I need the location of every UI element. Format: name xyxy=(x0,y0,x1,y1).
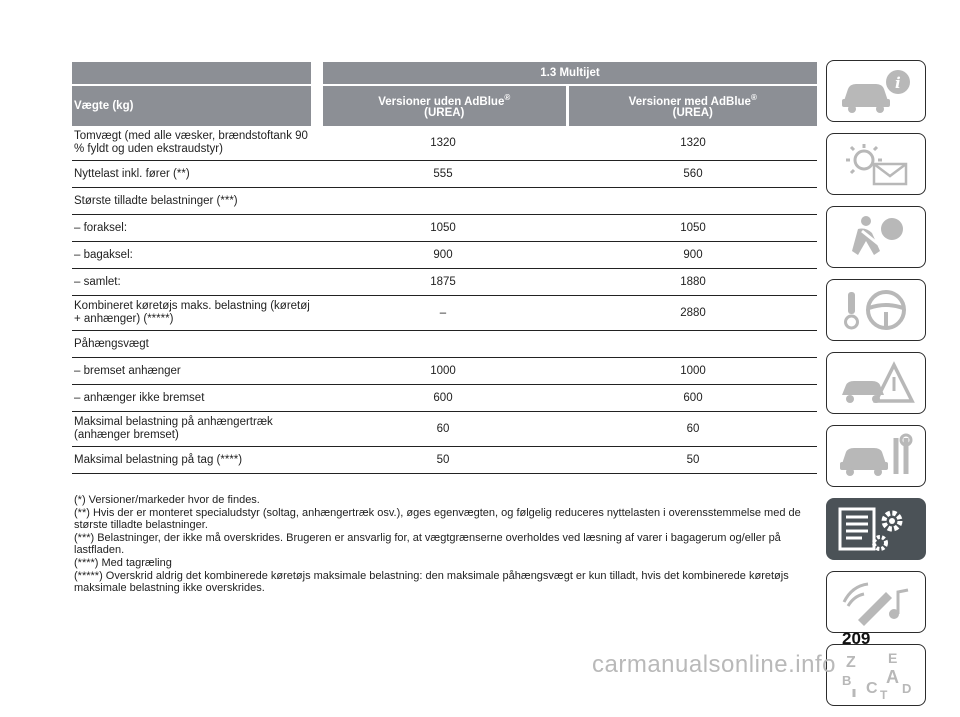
value-without-adblue: 1050 xyxy=(317,215,567,242)
value-without-adblue: 60 xyxy=(317,412,567,447)
footnote: (***) Belastninger, der ikke må overskrides. Brugeren er ansvarlig for, at vægtgrænserne overholdes ved læsning af varer i bagagerum og/eller på lastfladen. xyxy=(74,531,781,557)
value-with-adblue: 1050 xyxy=(567,215,817,242)
row-label: – foraksel: xyxy=(72,215,317,242)
with-adblue-header: Versioner med AdBlue® (UREA) xyxy=(567,85,817,126)
table-header-row xyxy=(72,85,817,126)
airbag-safety-icon xyxy=(836,211,916,263)
row-label: Maksimal belastning på anhængertræk (anhænger bremset) xyxy=(72,412,317,447)
value-with-adblue: 2880 xyxy=(567,296,817,331)
svg-text:E: E xyxy=(888,650,898,666)
value-with-adblue: 560 xyxy=(567,161,817,188)
value-without-adblue: 1875 xyxy=(317,269,567,296)
row-label: – anhænger ikke bremset xyxy=(72,385,317,412)
value-with-adblue: 1880 xyxy=(567,269,817,296)
footnote: (**) Hvis der er monteret specialudstyr (soltag, anhængertræk osv.), øges egenvægten, og følgelig reduceres nyttelasten i overensstemmelse med de største tilladte belastninger. xyxy=(74,506,801,532)
table-row xyxy=(72,161,817,188)
value-with-adblue: 60 xyxy=(567,412,817,447)
car-service-icon xyxy=(836,430,916,482)
weights-table-wrapper xyxy=(72,62,817,474)
chapter-tab-safety[interactable] xyxy=(826,206,926,268)
svg-text:C: C xyxy=(866,680,878,697)
svg-text:A: A xyxy=(886,667,899,687)
table-row xyxy=(72,385,817,412)
footnote: (****) Med tagræling xyxy=(74,556,172,569)
chapter-tab-multimedia[interactable] xyxy=(826,571,926,633)
row-label: Nyttelast inkl. fører (**) xyxy=(72,161,317,188)
footnote: (*****) Overskrid aldrig det kombinerede køretøjs maksimale belastning: den maksimale påhængsvægt er kun tilladt, hvis det kombinerede køretøjs maksimale belastning ikke overskrides. xyxy=(74,569,789,595)
table-row xyxy=(72,269,817,296)
chapter-tab-index[interactable] xyxy=(826,644,926,706)
value-without-adblue: – xyxy=(317,296,567,331)
chapter-tab-emergency[interactable] xyxy=(826,352,926,414)
chapter-tab-starting-driving[interactable] xyxy=(826,279,926,341)
row-label: Påhængsvægt xyxy=(72,331,317,358)
table-row xyxy=(72,188,817,215)
chapter-tab-maintenance[interactable] xyxy=(826,425,926,487)
value-with-adblue: 600 xyxy=(567,385,817,412)
value-without-adblue: 555 xyxy=(317,161,567,188)
chapter-tabs xyxy=(826,60,928,717)
table-row xyxy=(72,331,817,358)
svg-text:B: B xyxy=(842,673,852,688)
table-header-group-row xyxy=(72,62,817,85)
warning-lights-icon xyxy=(836,138,916,190)
table-row xyxy=(72,412,817,447)
road-emergency-icon xyxy=(836,357,916,409)
table-row xyxy=(72,447,817,474)
svg-text:i: i xyxy=(895,74,901,92)
svg-text:D: D xyxy=(902,681,912,696)
value-without-adblue: 900 xyxy=(317,242,567,269)
multimedia-icon xyxy=(836,576,916,628)
svg-text:T: T xyxy=(880,688,888,701)
table-row xyxy=(72,126,817,161)
row-label: Største tilladte belastninger (***) xyxy=(72,188,317,215)
value-without-adblue xyxy=(317,331,567,358)
watermark: carmanualsonline.info xyxy=(592,651,836,678)
value-without-adblue xyxy=(317,188,567,215)
value-with-adblue: 1320 xyxy=(567,126,817,161)
value-with-adblue: 50 xyxy=(567,447,817,474)
page-number: 209 xyxy=(842,629,871,648)
header-empty-cell xyxy=(72,62,317,85)
value-without-adblue: 1320 xyxy=(317,126,567,161)
value-with-adblue: 900 xyxy=(567,242,817,269)
row-label: – samlet: xyxy=(72,269,317,296)
svg-text:Z: Z xyxy=(846,654,856,671)
value-without-adblue: 600 xyxy=(317,385,567,412)
engine-group-header: 1.3 Multijet xyxy=(317,62,817,85)
technical-data-icon xyxy=(836,503,916,555)
weights-column-header: Vægte (kg) xyxy=(72,85,317,126)
chapter-tab-car-info[interactable] xyxy=(826,60,926,122)
row-label: – bremset anhænger xyxy=(72,358,317,385)
footnote: (*) Versioner/markeder hvor de findes. xyxy=(74,494,260,506)
row-label: Tomvægt (med alle væsker, brændstoftank 90 % fyldt og uden ekstraudstyr) xyxy=(72,126,317,161)
value-with-adblue xyxy=(567,188,817,215)
weights-table xyxy=(72,62,817,474)
steering-wheel-icon xyxy=(836,284,916,336)
footnotes xyxy=(74,494,820,595)
car-info-icon xyxy=(836,65,916,117)
value-without-adblue: 1000 xyxy=(317,358,567,385)
table-row xyxy=(72,242,817,269)
row-label: Maksimal belastning på tag (****) xyxy=(72,447,317,474)
row-label: – bagaksel: xyxy=(72,242,317,269)
table-row xyxy=(72,296,817,331)
value-without-adblue: 50 xyxy=(317,447,567,474)
value-with-adblue: 1000 xyxy=(567,358,817,385)
without-adblue-header: Versioner uden AdBlue® (UREA) xyxy=(317,85,567,126)
table-row xyxy=(72,358,817,385)
chapter-tab-warning-lights[interactable] xyxy=(826,133,926,195)
index-alphabet-icon xyxy=(836,649,916,701)
chapter-tab-technical-data[interactable] xyxy=(826,498,926,560)
table-row xyxy=(72,215,817,242)
value-with-adblue xyxy=(567,331,817,358)
row-label: Kombineret køretøjs maks. belastning (køretøj + anhænger) (*****) xyxy=(72,296,317,331)
